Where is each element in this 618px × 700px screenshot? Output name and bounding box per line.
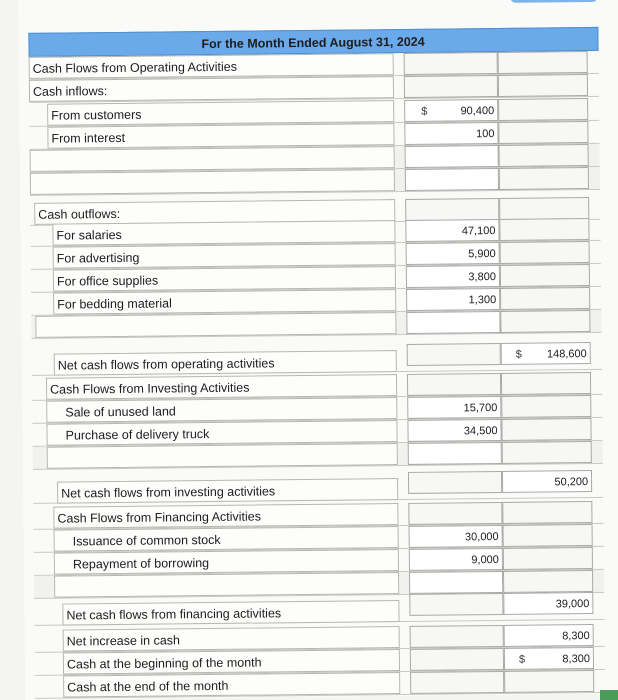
end-cash-amount-input[interactable] <box>504 670 594 693</box>
inflows-label-col2[interactable] <box>498 74 588 97</box>
financing-heading-col1[interactable] <box>408 502 502 525</box>
outflow-amount-input[interactable] <box>406 242 500 265</box>
period-header: For the Month Ended August 31, 2024 <box>28 27 598 57</box>
blank-row <box>31 310 601 339</box>
outflow-amount-value: 1,300 <box>468 294 497 307</box>
net-investing-amount-input[interactable] <box>502 470 592 493</box>
cash-flow-worksheet <box>18 0 618 700</box>
outflow-amount-input[interactable] <box>406 265 500 288</box>
blank-col2-input[interactable] <box>499 167 589 190</box>
blank-col2-input[interactable] <box>502 441 592 464</box>
financing-heading-col2[interactable] <box>502 501 592 524</box>
operating-heading-col1[interactable] <box>404 52 498 75</box>
dollar-sign: $ <box>518 653 526 666</box>
financing-item-label[interactable]: Repayment of borrowing <box>54 549 399 575</box>
net-financing-value: 39,000 <box>555 598 590 611</box>
financing-total-input[interactable] <box>503 547 593 570</box>
beginning-cash-col1[interactable] <box>410 648 504 671</box>
financing-total-input[interactable] <box>503 524 593 547</box>
blank-row <box>30 167 600 196</box>
inflow-amount-input[interactable] <box>404 122 498 145</box>
outflow-label[interactable]: For bedding material <box>53 289 396 315</box>
net-financing-amount-input[interactable] <box>503 592 593 615</box>
investing-total-input[interactable] <box>501 395 591 418</box>
financing-heading[interactable]: Cash Flows from Financing Activities <box>53 503 398 529</box>
net-operating-value: 148,600 <box>546 348 587 361</box>
inflow-total-input[interactable] <box>498 98 588 121</box>
blank-label-input[interactable] <box>47 443 398 469</box>
outflow-amount-value: 3,800 <box>468 271 496 284</box>
corner-marker <box>600 690 618 700</box>
operating-heading-col2[interactable] <box>498 51 588 74</box>
investing-amount-value: 34,500 <box>463 425 498 438</box>
net-operating-row <box>32 342 602 376</box>
outflow-label[interactable]: For office supplies <box>53 266 396 292</box>
net-increase-label[interactable]: Net increase in cash <box>63 626 400 652</box>
blank-col1-input[interactable] <box>405 145 499 168</box>
dollar-sign: $ <box>515 348 522 361</box>
dollar-sign: $ <box>421 105 428 118</box>
investing-heading-col2[interactable] <box>501 372 591 395</box>
blank-label-input[interactable] <box>30 146 395 172</box>
net-increase-amount-input[interactable] <box>504 624 594 647</box>
blank-col2-input[interactable] <box>500 310 590 333</box>
blank-label-input[interactable] <box>35 312 396 338</box>
outflows-label-col1[interactable] <box>405 198 499 221</box>
financing-amount-input[interactable] <box>409 548 503 571</box>
investing-heading-col1[interactable] <box>407 373 501 396</box>
blank-col2-input[interactable] <box>503 570 593 593</box>
blank-row <box>33 441 603 470</box>
outflow-total-input[interactable] <box>500 241 590 264</box>
beginning-cash-value: 8,300 <box>562 653 590 666</box>
investing-heading[interactable]: Cash Flows from Investing Activities <box>46 374 397 400</box>
outflows-label[interactable]: Cash outflows: <box>34 199 395 225</box>
net-financing-row <box>34 592 604 626</box>
outflow-total-input[interactable] <box>500 287 590 310</box>
saved-status-badge <box>510 0 598 3</box>
net-operating-label[interactable]: Net cash flows from operating activities <box>54 350 397 376</box>
financing-amount-value: 9,000 <box>471 553 499 567</box>
net-investing-value: 50,200 <box>554 476 589 489</box>
blank-col1-input[interactable] <box>408 442 502 465</box>
beginning-cash-amount-input[interactable] <box>504 647 594 670</box>
outflow-total-input[interactable] <box>499 218 589 241</box>
outflow-amount-value: 47,100 <box>461 225 496 238</box>
financing-amount-value: 30,000 <box>464 530 499 544</box>
beginning-cash-label[interactable]: Cash at the beginning of the month <box>63 649 400 675</box>
financing-amount-input[interactable] <box>409 525 503 548</box>
outflow-total-input[interactable] <box>500 264 590 287</box>
inflow-total-input[interactable] <box>498 121 588 144</box>
end-cash-col1[interactable] <box>410 671 504 694</box>
outflow-label[interactable]: For advertising <box>53 243 396 269</box>
net-investing-col1[interactable] <box>408 471 502 494</box>
inflow-label[interactable]: From interest <box>47 123 394 149</box>
blank-col1-input[interactable] <box>409 571 503 594</box>
outflow-label[interactable]: For salaries <box>52 220 395 246</box>
investing-amount-input[interactable] <box>407 396 501 419</box>
blank-col1-input[interactable] <box>406 311 500 334</box>
net-financing-label[interactable]: Net cash flows from financing activities <box>62 600 399 626</box>
outflow-amount-input[interactable] <box>405 219 499 242</box>
blank-col1-input[interactable] <box>405 168 499 191</box>
operating-heading[interactable]: Cash Flows from Operating Activities <box>29 53 394 79</box>
end-cash-row <box>35 670 605 699</box>
outflow-amount-input[interactable] <box>406 288 500 311</box>
net-operating-amount-input[interactable] <box>501 342 591 365</box>
investing-amount-input[interactable] <box>407 419 501 442</box>
net-increase-col1[interactable] <box>410 625 504 648</box>
end-cash-label[interactable]: Cash at the end of the month <box>63 672 400 698</box>
net-operating-col1[interactable] <box>407 343 501 366</box>
inflows-label[interactable]: Cash inflows: <box>29 76 394 102</box>
blank-label-input[interactable] <box>30 169 395 195</box>
investing-total-input[interactable] <box>501 418 591 441</box>
investing-item-label[interactable]: Sale of unused land <box>46 397 397 423</box>
financing-item-label[interactable]: Issuance of common stock <box>54 526 399 552</box>
outflows-label-col2[interactable] <box>499 197 589 220</box>
blank-col2-input[interactable] <box>499 144 589 167</box>
net-investing-label[interactable]: Net cash flows from investing activities <box>57 478 398 504</box>
inflow-label[interactable]: From customers <box>47 100 394 126</box>
inflows-label-col1[interactable] <box>404 75 498 98</box>
inflow-amount-input[interactable] <box>404 99 498 122</box>
investing-amount-value: 15,700 <box>463 402 498 415</box>
net-financing-col1[interactable] <box>409 593 503 616</box>
outflow-amount-value: 5,900 <box>468 248 496 261</box>
net-increase-value: 8,300 <box>562 630 590 643</box>
investing-item-label[interactable]: Purchase of delivery truck <box>46 420 397 446</box>
inflow-amount-value: 90,400 <box>460 105 495 118</box>
inflow-amount-value: 100 <box>476 128 495 141</box>
net-investing-row <box>33 470 603 504</box>
